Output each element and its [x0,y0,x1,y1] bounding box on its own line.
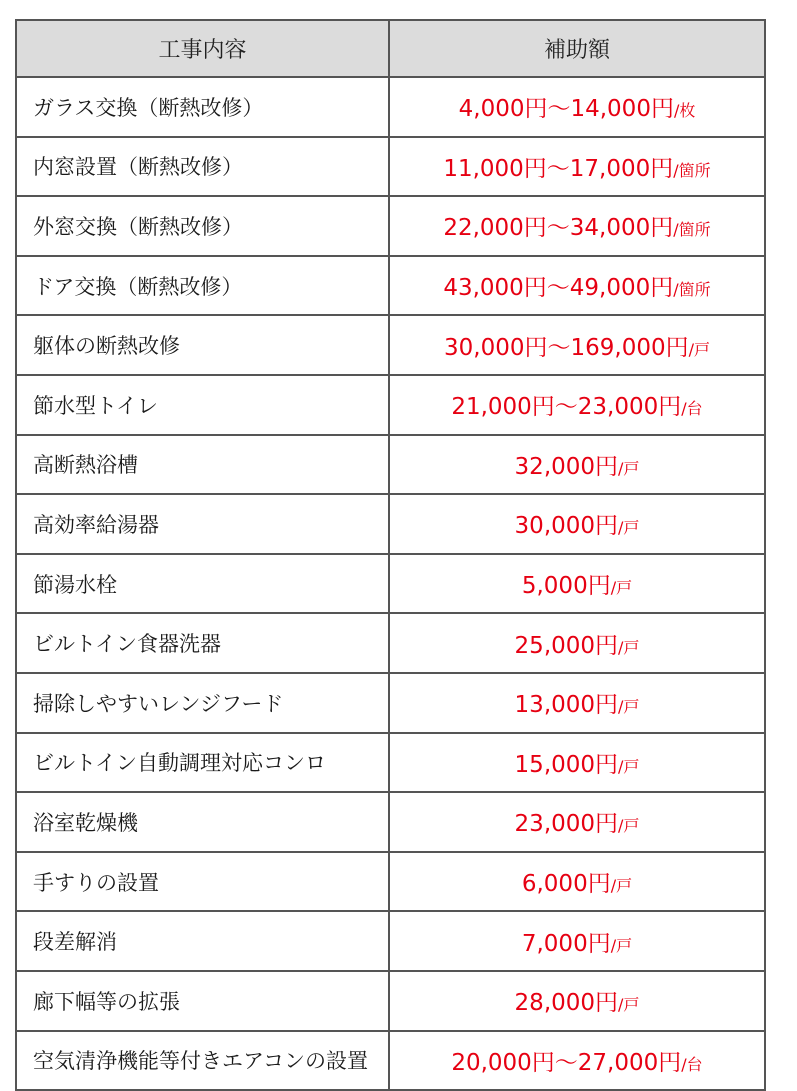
amount-unit: /戸 [618,637,640,657]
table-row [16,971,765,1031]
amount-value: 13,000円 [514,692,619,719]
table-body [16,77,765,1090]
table-row [16,315,765,375]
table-row [16,613,765,673]
table-row [16,137,765,197]
amount-unit: /戸 [618,816,640,836]
work-item: ガラス交換（断熱改修） [16,77,389,137]
subsidy-amount [389,554,765,614]
subsidy-amount [389,673,765,733]
amount-value: 4,000円～14,000円 [458,96,674,123]
subsidy-amount [389,435,765,495]
amount-unit: /台 [681,399,703,419]
work-item: 外窓交換（断熱改修） [16,196,389,256]
subsidy-amount [389,137,765,197]
amount-unit: /戸 [688,339,710,359]
subsidy-table-container [15,19,764,1091]
table-row [16,733,765,793]
amount-unit: /戸 [618,697,640,717]
header-subsidy-amount: 補助額 [389,20,765,77]
amount-value: 32,000円 [514,453,619,480]
work-item: 節湯水栓 [16,554,389,614]
work-item: 空気清浄機能等付きエアコンの設置 [16,1031,389,1091]
amount-value: 11,000円～17,000円 [443,155,674,182]
work-item: ドア交換（断熱改修） [16,256,389,316]
work-item: 廊下幅等の拡張 [16,971,389,1031]
work-item: 節水型トイレ [16,375,389,435]
work-item: ビルトイン食器洗器 [16,613,389,673]
amount-unit: /箇所 [673,160,711,180]
subsidy-amount [389,256,765,316]
amount-value: 7,000円 [521,930,611,957]
table-row [16,256,765,316]
amount-value: 20,000円～27,000円 [451,1049,682,1076]
work-item: 手すりの設置 [16,852,389,912]
table-row [16,792,765,852]
table-row [16,375,765,435]
amount-unit: /戸 [618,995,640,1015]
amount-value: 22,000円～34,000円 [443,215,674,242]
subsidy-amount [389,375,765,435]
amount-unit: /戸 [618,756,640,776]
amount-value: 21,000円～23,000円 [451,394,682,421]
subsidy-amount [389,1031,765,1091]
table-row [16,196,765,256]
amount-value: 6,000円 [521,871,611,898]
work-item: 内窓設置（断熱改修） [16,137,389,197]
subsidy-amount [389,315,765,375]
subsidy-amount [389,911,765,971]
work-item: ビルトイン自動調理対応コンロ [16,733,389,793]
subsidy-amount [389,733,765,793]
subsidy-amount [389,77,765,137]
work-item: 高断熱浴槽 [16,435,389,495]
subsidy-amount [389,494,765,554]
amount-unit: /戸 [618,458,640,478]
amount-value: 28,000円 [514,990,619,1017]
table-row [16,1031,765,1091]
subsidy-amount [389,852,765,912]
table-header-row [16,20,765,77]
amount-value: 5,000円 [521,573,611,600]
amount-unit: /戸 [610,578,633,598]
amount-unit: /枚 [673,101,696,121]
work-item: 段差解消 [16,911,389,971]
work-item: 高効率給湯器 [16,494,389,554]
amount-unit: /戸 [618,518,640,538]
subsidy-amount [389,792,765,852]
subsidy-amount [389,196,765,256]
amount-unit: /戸 [610,876,633,896]
amount-value: 15,000円 [514,751,619,778]
table-row [16,494,765,554]
subsidy-amount [389,613,765,673]
amount-value: 25,000円 [514,632,619,659]
amount-value: 30,000円 [514,513,619,540]
subsidy-amount [389,971,765,1031]
amount-value: 43,000円～49,000円 [443,275,674,302]
table-row [16,77,765,137]
amount-unit: /台 [681,1054,703,1074]
header-work-content: 工事内容 [16,20,389,77]
amount-unit: /戸 [610,935,633,955]
table-row [16,911,765,971]
table-row [16,435,765,495]
work-item: 躯体の断熱改修 [16,315,389,375]
work-item: 浴室乾燥機 [16,792,389,852]
table-row [16,554,765,614]
table-row [16,852,765,912]
table-row [16,673,765,733]
amount-value: 30,000円～169,000円 [444,334,689,361]
subsidy-table [15,19,766,1091]
amount-value: 23,000円 [514,811,619,838]
work-item: 掃除しやすいレンジフード [16,673,389,733]
amount-unit: /箇所 [673,220,711,240]
amount-unit: /箇所 [673,280,711,300]
